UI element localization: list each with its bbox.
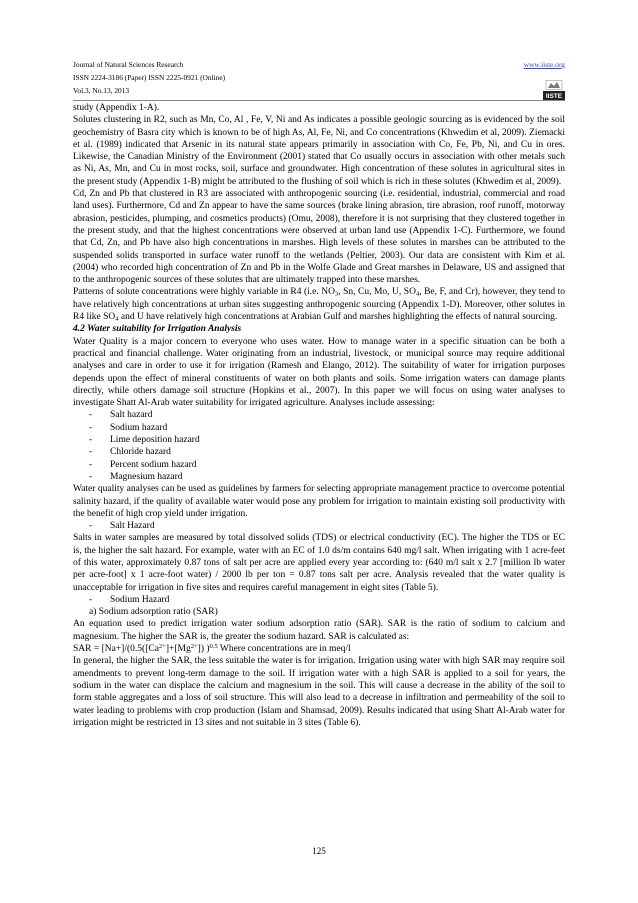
header-divider <box>73 100 565 101</box>
paragraph-water-quality: Water Quality is a major concern to everyone who uses water. How to manage water in a specific situation can be both a practical and financial challenge. Water originating from an industrial, livestock, or municipal source may require additional analyses and care in order to use it for irrigation (Ramesh and Elango, 2012). The suitability of water for irrigation purposes depends upon the effect of mineral constituents of water on both plants and soils. Some irrigation waters can damage plants directly, while others damage soil structure (Hopkins et al., 2007). In this paper we will focus on using water analyses to investigate Shatt Al-Arab water suitability for irrigated agriculture. Analyses include assessing: <box>73 336 565 409</box>
logo-text: IISTE <box>545 93 563 100</box>
paragraph-guidelines: Water quality analyses can be used as guidelines by farmers for selecting appropriate management practice to overcome potential salinity hazard, if the quality of available water would pose any problem for irrigation to maintain existing soil productivity with the benefit of high crop yield under irrigation. <box>73 484 565 519</box>
paragraph-salt-hazard: Salts in water samples are measured by total dissolved solids (TDS) or electrical conductivity (EC). The higher the TDS or EC is, the higher the salt hazard. For example, water with an EC of 1.0 ds/m contains 640 mg/l salt. When irrigating with 1 acre-feet of this water, approximately 0.87 tons of salt per acre are applied every year according to: (640 m/l salt x 2.7 [million lb water per acre-foot] x 1 acre-foot water) / 2000 lb per ton = 0.87 tons salt per acre. Analysis revealed that the water quality is unacceptable for irrigation in five sites and requires careful management in eight sites (Table 5). <box>73 533 565 593</box>
paragraph-r2-solutes: Solutes clustering in R2, such as Mn, Co, Al , Fe, V, Ni and As indicates a possible geologic sourcing as is evidenced by the soil geochemistry of Basra city which is known to be of high As, Al, Fe, Ni, and Co concentrations (Khwedim et al, 2009). Ziemacki et al. (1989) indicated that Arsenic in its natural state appears primarily in association with Co, Fe, Pb, Ni, and Cu in ores. Likewise, the Canadian Ministry of the Environment (2001) stated that Co usually occurs in association with other metals such as Ni, As, Mn, and Cu in most rocks, soil, surface and groundwater. High concentration of these solutes in agricultural sites in the present study (Appendix 1-B) might be attributed to the flushing of soil which is rich in these solutes (Khwedim et al, 2009). <box>73 115 565 187</box>
list-item: - Magnesium hazard <box>73 471 565 483</box>
journal-header <box>73 58 565 98</box>
sodium-hazard-heading: - Sodium Hazard <box>73 594 565 606</box>
hazard-list <box>73 409 565 483</box>
paragraph-r4-solutes: Patterns of solute concentrations were highly variable in R4 (i.e. $NO_3$, Sn, Cu, Mo, U, $SO_4$, Be, F, and Cr), however, they tend to have relatively high concentrations at urban sites suggesting anthropogenic sourcing (Appendix 1-D). Moreover, other solutes in R4 like $SO_4$ and U have relatively high concentrations at Arabian Gulf and marshes highlighting the effects of natural sourcing. <box>73 287 566 323</box>
paragraph-intro-end: study (Appendix 1-A). <box>73 103 160 113</box>
list-item: - Chloride hazard <box>73 446 565 458</box>
list-item: - Salt hazard <box>73 409 565 421</box>
journal-issn: ISSN 2224-3186 (Paper) ISSN 2225-0921 (Online) <box>73 73 226 82</box>
journal-title: Journal of Natural Sciences Research <box>73 60 184 69</box>
paragraph-sar-effects: In general, the higher the SAR, the less suitable the water is for irrigation. Irrigation using water with high SAR may require soil amendments to prevent long-term damage to the soil. If irrigation water with a high SAR is applied to a soil for years, the sodium in the water can displace the calcium and magnesium in the soil. This will cause a decrease in the ability of the soil to form stable aggregates and a loss of soil structure. This will also lead to a decrease in infiltration and permeability of the soil to water leading to problems with crop production (Islam and Shamsad, 2009). Results indicated that using Shatt Al-Arab water for irrigation might be restricted in 13 sites and not suitable in 3 sites (Table 6). <box>73 656 565 728</box>
list-item: - Percent sodium hazard <box>73 459 565 471</box>
list-item: - Lime deposition hazard <box>73 434 565 446</box>
sar-subheading: a) Sodium adsorption ratio (SAR) <box>89 607 218 618</box>
journal-url-link[interactable]: www.iiste.org <box>523 60 565 69</box>
paragraph-r3-solutes: Cd, Zn and Pb that clustered in R3 are associated with anthropogenic sourcing (i.e. residential, industrial, commercial and road land uses). Furthermore, Cd and Zn appear to have the same sources (brake lining abrasion, tire abrasion, roof runoff, motorway abrasion, pesticides, plumping, and cosmetics products) (Omu, 2008), therefore it is not surprising that they clustered together in the present study, and that the highest concentrations were observed at urban land use (Appendix 1-C). Furthermore, we found that Cd, Zn, and Pb have also high concentrations in marshes. High levels of these solutes in marshes can be attributed to the suspended solids transported in surface water runoff to the wetlands (Peltier, 2003). Our data are consistent with Kim et al. (2004) who recorded high concentration of Zn and Pb in the Wolfe Glade and Great marshes in Delaware, US and assigned that to the anthropogenic sources of these solutes that are ultimately trapped into these marshes. <box>73 189 565 286</box>
article-body <box>73 102 565 729</box>
paragraph-sar-definition: An equation used to predict irrigation water sodium adsorption ratio (SAR). SAR is the ratio of sodium to calcium and magnesium. The higher the SAR is, the greater the sodium hazard. SAR is calculated as: <box>73 619 565 642</box>
journal-volume: Vol.3, No.13, 2013 <box>73 86 130 95</box>
iiste-logo <box>543 80 565 100</box>
salt-hazard-heading: - Salt Hazard <box>73 520 565 532</box>
page-number: 125 <box>312 846 326 856</box>
list-item: - Sodium hazard <box>73 422 565 434</box>
section-heading: 4.2 Water suitability for Irrigation Analysis <box>73 324 242 335</box>
sar-equation: SAR = $[Na+]/(0.5([Ca^{2+}]+[Mg^{2+}])$ )$^{0.5}$ Where concentrations are in meq/l <box>73 643 351 655</box>
